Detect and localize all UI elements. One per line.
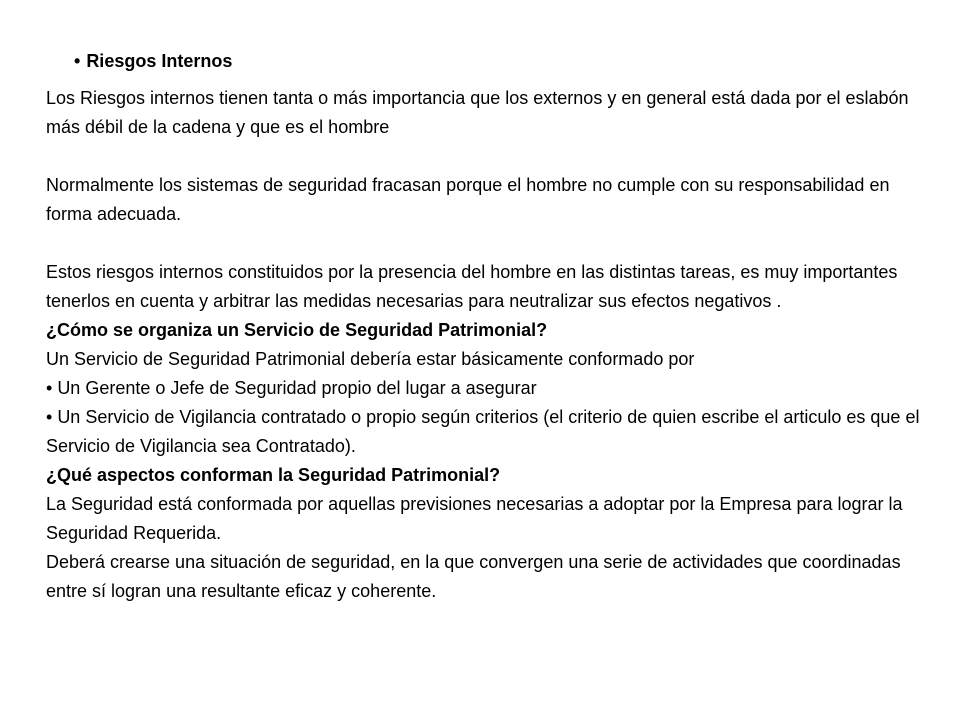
question-aspectos: ¿Qué aspectos conforman la Seguridad Patrimonial? xyxy=(46,465,501,485)
paragraph-situacion-seguridad: Deberá crearse una situación de seguridad, en la que convergen una serie de actividades que coordinadas entre sí logran una resultante eficaz y coherente. xyxy=(46,552,901,601)
paragraph-sistemas-fracasan: Normalmente los sistemas de seguridad fracasan porque el hombre no cumple con su responsabilidad en forma adecuada. xyxy=(46,175,890,224)
bullet-item-vigilancia xyxy=(46,403,926,461)
paragraph-gap xyxy=(46,142,926,171)
paragraph-servicio-conformado: Un Servicio de Seguridad Patrimonial debería estar básicamente conformado por xyxy=(46,349,695,369)
paragraph-riesgos-internos: Los Riesgos internos tienen tanta o más importancia que los externos y en general está dada por el eslabón más débil de la cadena y que es el hombre xyxy=(46,88,909,137)
paragraph-seguridad-conformada: La Seguridad está conformada por aquellas previsiones necesarias a adoptar por la Empresa para lograr la Seguridad Requerida. xyxy=(46,494,903,543)
question-organizacion: ¿Cómo se organiza un Servicio de Seguridad Patrimonial? xyxy=(46,320,548,340)
heading-bullet: • xyxy=(74,51,81,71)
bullet-item-text: Un Gerente o Jefe de Seguridad propio del lugar a asegurar xyxy=(57,378,537,398)
body-text xyxy=(46,84,926,606)
bullet-glyph: • xyxy=(46,407,53,427)
heading-text: Riesgos Internos xyxy=(86,51,233,71)
section-heading xyxy=(74,48,232,74)
bullet-item-gerente xyxy=(46,374,926,403)
bullet-item-text: Un Servicio de Vigilancia contratado o propio según criterios (el criterio de quien escribe el articulo es que el Servicio de Vigilancia sea Contratado). xyxy=(46,407,920,456)
paragraph-gap xyxy=(46,229,926,258)
bullet-glyph: • xyxy=(46,378,53,398)
paragraph-estos-riesgos: Estos riesgos internos constituidos por la presencia del hombre en las distintas tareas, es muy importantes tenerlos en cuenta y arbitrar las medidas necesarias para neutralizar sus efectos negativos . xyxy=(46,262,898,311)
